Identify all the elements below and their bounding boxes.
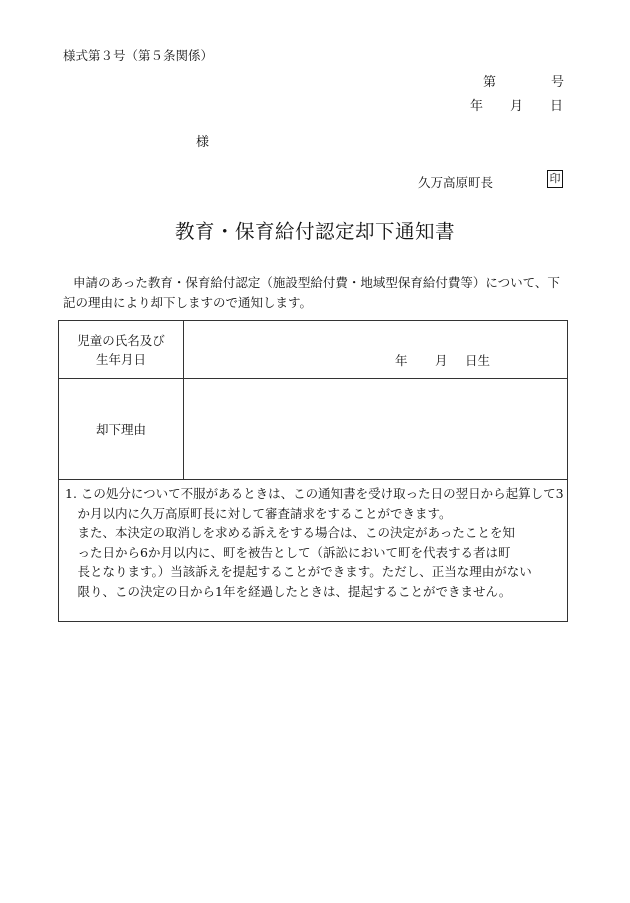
appeal-notice-line-5: 長となります。）当該訴えを提起することができます。ただし、正当な理由がない xyxy=(65,564,532,579)
birth-date-year: 年 xyxy=(395,353,408,368)
intro-line-1: 申請のあった教育・保育給付認定（施設型給付費・地域型保育給付費等）について、下 xyxy=(73,275,560,290)
appeal-notice-line-3: また、本決定の取消しを求める訴えをする場合は、この決定があったことを知 xyxy=(65,525,515,540)
appeal-notice-line-6: 限り、この決定の日から1年を経過したときは、提起することができません。 xyxy=(65,583,512,599)
issue-date-month: 月 xyxy=(510,99,524,114)
child-info-label-line-2: 生年月日 xyxy=(95,351,146,367)
addressee-suffix: 様 xyxy=(196,135,210,150)
details-table xyxy=(58,320,568,622)
rejection-reason-row xyxy=(59,379,567,480)
intro-line-2: 記の理由により却下しますので通知します。 xyxy=(63,295,313,310)
rejection-reason-label: 却下理由 xyxy=(59,379,184,479)
document-number-suffix: 号 xyxy=(551,75,565,90)
document-title: 教育・保育給付認定却下通知書 xyxy=(174,220,455,243)
document-number-prefix: 第 xyxy=(483,75,497,90)
child-info-label xyxy=(59,321,184,378)
issue-date-year: 年 xyxy=(470,99,484,114)
child-info-label-line-1: 児童の氏名及び xyxy=(77,332,165,348)
appeal-notice-line-2: か月以内に久万高原町長に対して審査請求をすることができます。 xyxy=(65,505,452,521)
intro-paragraph xyxy=(63,273,563,313)
birth-date-day: 日生 xyxy=(465,353,491,368)
seal-mark: 印 xyxy=(547,170,563,188)
appeal-notice xyxy=(65,484,565,601)
birth-date-month: 月 xyxy=(435,353,448,368)
appeal-notice-line-4: った日から6か月以内に、町を被告として（訴訟において町を代表する者は町 xyxy=(65,544,511,560)
issue-date-day: 日 xyxy=(550,99,564,114)
appeal-notice-line-1: 1. この処分について不服があるときは、この通知書を受け取った日の翌日から起算して3 xyxy=(65,486,564,501)
issuer-name: 久万高原町長 xyxy=(418,175,494,190)
child-info-row xyxy=(59,321,567,379)
form-number: 様式第３号（第５条関係） xyxy=(63,48,214,63)
